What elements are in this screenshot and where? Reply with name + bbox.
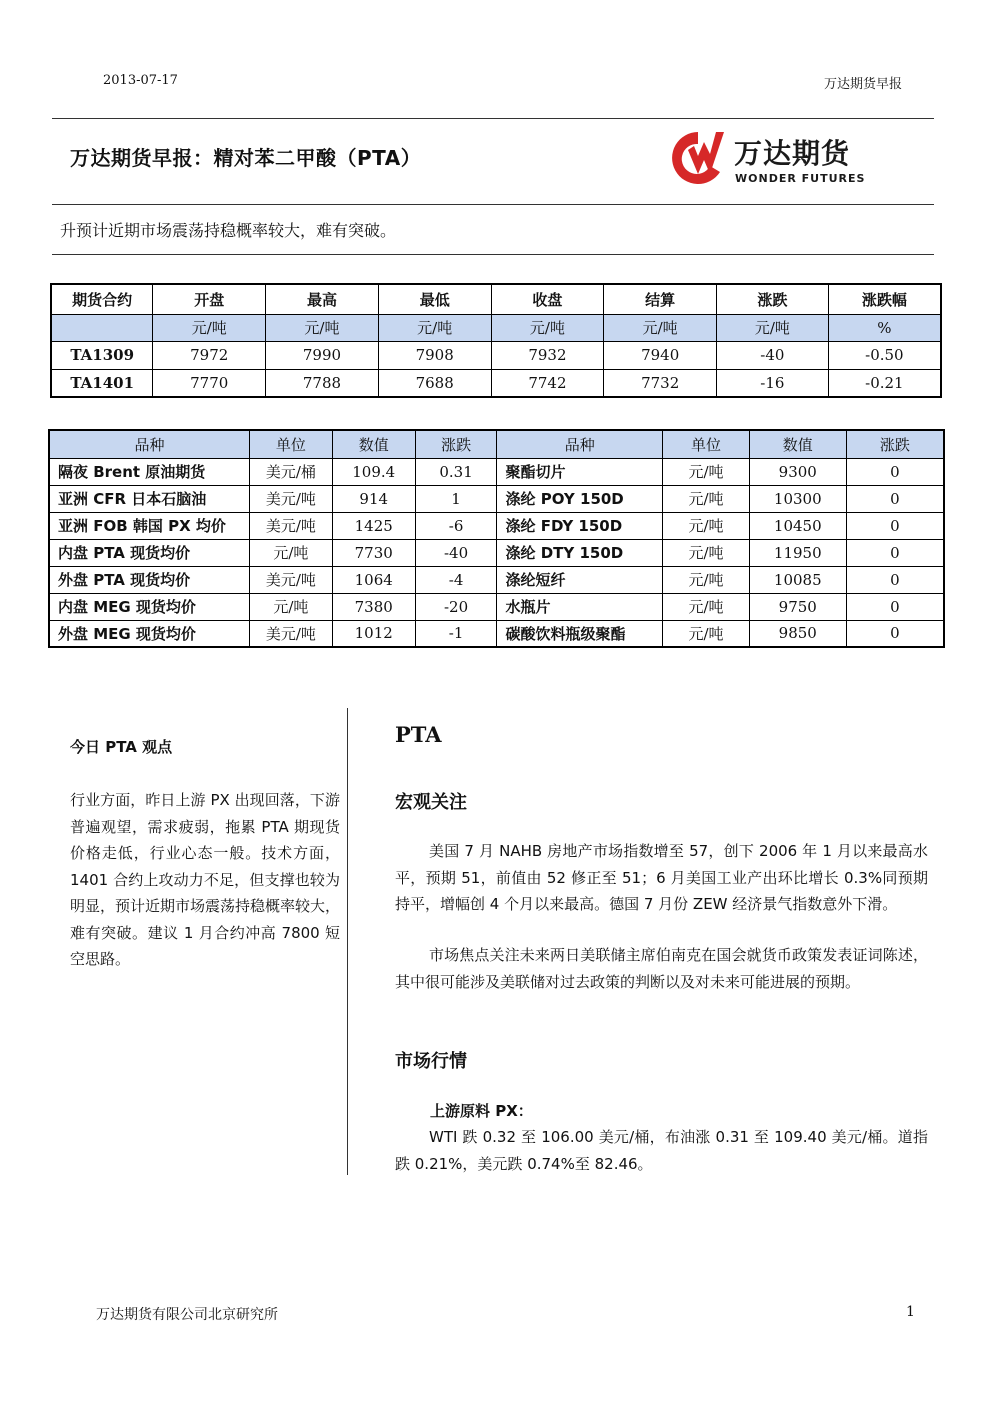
company-logo xyxy=(668,126,878,192)
product-name: 涤纶 FDY 150D xyxy=(497,512,663,539)
title-rule xyxy=(52,204,934,205)
table-cell: -0.50 xyxy=(828,341,941,369)
futures-col-header: 收盘 xyxy=(491,284,604,314)
macro-paragraph-2: 市场焦点关注未来两日美联储主席伯南克在国会就货币政策发表证词陈述，其中很可能涉及美联储对过去政策的判断以及对未来可能进展的预期。 xyxy=(395,946,928,991)
spot-col-header: 涨跌 xyxy=(846,430,944,458)
table-cell: 10450 xyxy=(749,512,846,539)
unit-cell: 元/吨 xyxy=(717,314,829,341)
table-cell: 0 xyxy=(846,620,944,647)
table-cell: -1 xyxy=(415,620,497,647)
spot-col-header: 数值 xyxy=(749,430,846,458)
summary-text: 升预计近期市场震荡持稳概率较大，难有突破。 xyxy=(60,221,397,240)
table-row xyxy=(49,485,944,512)
wonder-logo-icon xyxy=(668,126,728,192)
table-row xyxy=(49,539,944,566)
upstream-label: 上游原料 PX： xyxy=(430,1102,533,1120)
table-row xyxy=(49,458,944,485)
product-name: 涤纶短纤 xyxy=(497,566,663,593)
table-cell: 元/吨 xyxy=(663,593,750,620)
market-heading: 市场行情 xyxy=(395,1051,467,1072)
product-name: 涤纶 POY 150D xyxy=(497,485,663,512)
table-cell: 0 xyxy=(846,566,944,593)
spot-col-header: 单位 xyxy=(663,430,750,458)
table-cell: 美元/吨 xyxy=(250,620,333,647)
table-cell: 7742 xyxy=(491,369,604,397)
product-name: 外盘 MEG 现货均价 xyxy=(49,620,250,647)
table-cell: 0 xyxy=(846,458,944,485)
table-cell: 7732 xyxy=(604,369,717,397)
table-cell: 7972 xyxy=(153,341,266,369)
futures-table xyxy=(50,283,942,398)
unit-cell: 元/吨 xyxy=(491,314,604,341)
header-rule xyxy=(52,118,934,119)
product-name: 碳酸饮料瓶级聚酯 xyxy=(497,620,663,647)
table-cell: 1012 xyxy=(332,620,415,647)
table-cell: 美元/吨 xyxy=(250,485,333,512)
table-cell: 7990 xyxy=(266,341,379,369)
table-row xyxy=(49,593,944,620)
table-cell: 1425 xyxy=(332,512,415,539)
table-cell: 7730 xyxy=(332,539,415,566)
table-row xyxy=(49,512,944,539)
table-cell: 美元/吨 xyxy=(250,566,333,593)
table-cell: 7688 xyxy=(378,369,491,397)
table-cell: 7932 xyxy=(491,341,604,369)
futures-col-header: 期货合约 xyxy=(51,284,153,314)
table-cell: -0.21 xyxy=(828,369,941,397)
table-cell: -6 xyxy=(415,512,497,539)
unit-cell: 元/吨 xyxy=(378,314,491,341)
spot-header-row xyxy=(49,430,944,458)
table-cell: 10085 xyxy=(749,566,846,593)
table-cell: 7940 xyxy=(604,341,717,369)
table-cell: 0 xyxy=(846,539,944,566)
contract-code: TA1309 xyxy=(51,341,153,369)
table-cell: 11950 xyxy=(749,539,846,566)
spot-price-table xyxy=(48,429,945,648)
logo-text-en: WONDER FUTURES xyxy=(735,172,866,185)
macro-heading: 宏观关注 xyxy=(395,792,467,813)
table-cell: 109.4 xyxy=(332,458,415,485)
table-cell: -20 xyxy=(415,593,497,620)
spot-col-header: 数值 xyxy=(332,430,415,458)
product-name: 亚洲 FOB 韩国 PX 均价 xyxy=(49,512,250,539)
unit-cell: 元/吨 xyxy=(153,314,266,341)
product-name: 内盘 MEG 现货均价 xyxy=(49,593,250,620)
table-row xyxy=(49,620,944,647)
table-cell: 元/吨 xyxy=(663,485,750,512)
product-name: 外盘 PTA 现货均价 xyxy=(49,566,250,593)
table-cell: -4 xyxy=(415,566,497,593)
table-cell: 1064 xyxy=(332,566,415,593)
spot-col-header: 品种 xyxy=(497,430,663,458)
spot-col-header: 单位 xyxy=(250,430,333,458)
table-cell: 1 xyxy=(415,485,497,512)
table-cell: 9750 xyxy=(749,593,846,620)
section-title: PTA xyxy=(395,722,442,747)
table-cell: 元/吨 xyxy=(663,539,750,566)
table-cell: 7770 xyxy=(153,369,266,397)
futures-col-header: 涨跌 xyxy=(717,284,829,314)
futures-col-header: 结算 xyxy=(604,284,717,314)
unit-cell: 元/吨 xyxy=(266,314,379,341)
table-cell: -40 xyxy=(717,341,829,369)
product-name: 聚酯切片 xyxy=(497,458,663,485)
table-cell: 7908 xyxy=(378,341,491,369)
table-cell: 元/吨 xyxy=(250,539,333,566)
footer-company: 万达期货有限公司北京研究所 xyxy=(96,1307,278,1323)
unit-cell: 元/吨 xyxy=(604,314,717,341)
table-cell: 0 xyxy=(846,593,944,620)
table-cell: 元/吨 xyxy=(663,512,750,539)
column-divider xyxy=(347,708,348,1175)
table-cell: 7788 xyxy=(266,369,379,397)
futures-header-row xyxy=(51,284,941,314)
product-name: 水瓶片 xyxy=(497,593,663,620)
futures-unit-row xyxy=(51,314,941,341)
summary-rule xyxy=(52,254,934,255)
table-cell: 10300 xyxy=(749,485,846,512)
table-row xyxy=(49,566,944,593)
product-name: 内盘 PTA 现货均价 xyxy=(49,539,250,566)
pta-view-body: 行业方面，昨日上游 PX 出现回落，下游普遍观望，需求疲弱，拖累 PTA 期现货价格走低，行业心态一般。技术方面， 1401 合约上攻动力不足，但支撑也较为明显，预计近期市场震荡持稳概率较大，难有突破。建议 1 月合约冲高 7800 短空思路。 xyxy=(70,791,341,968)
table-cell: 美元/桶 xyxy=(250,458,333,485)
table-cell: 9300 xyxy=(749,458,846,485)
page-title: 万达期货早报：精对苯二甲酸（PTA） xyxy=(70,146,422,170)
table-cell: 元/吨 xyxy=(663,566,750,593)
contract-code: TA1401 xyxy=(51,369,153,397)
table-cell: 0 xyxy=(846,485,944,512)
upstream-paragraph: WTI 跌 0.32 至 106.00 美元/桶，布油涨 0.31 至 109.40 美元/桶。道指跌 0.21%，美元跌 0.74%至 82.46。 xyxy=(395,1128,928,1173)
table-row xyxy=(51,369,941,397)
table-cell: -40 xyxy=(415,539,497,566)
macro-paragraph-1: 美国 7 月 NAHB 房地产市场指数增至 57，创下 2006 年 1 月以来最高水平，预期 51，前值由 52 修正至 51；6 月美国工业产出环比增长 0.3%同预期持平，增幅创 4 个月以来最高。德国 7 月份 ZEW 经济景气指数意外下滑。 xyxy=(395,842,928,913)
table-cell: 914 xyxy=(332,485,415,512)
spot-col-header: 涨跌 xyxy=(415,430,497,458)
table-cell: 元/吨 xyxy=(663,620,750,647)
table-cell: 美元/吨 xyxy=(250,512,333,539)
unit-cell xyxy=(51,314,153,341)
table-row xyxy=(51,341,941,369)
futures-col-header: 最低 xyxy=(378,284,491,314)
table-cell: 元/吨 xyxy=(250,593,333,620)
product-name: 隔夜 Brent 原油期货 xyxy=(49,458,250,485)
header-brand: 万达期货早报 xyxy=(823,77,902,92)
table-cell: 7380 xyxy=(332,593,415,620)
table-cell: 元/吨 xyxy=(663,458,750,485)
futures-col-header: 涨跌幅 xyxy=(828,284,941,314)
table-cell: -16 xyxy=(717,369,829,397)
futures-col-header: 最高 xyxy=(266,284,379,314)
product-name: 涤纶 DTY 150D xyxy=(497,539,663,566)
page-number: 1 xyxy=(906,1304,915,1320)
unit-cell: % xyxy=(828,314,941,341)
logo-text-cn: 万达期货 xyxy=(734,137,851,170)
table-cell: 9850 xyxy=(749,620,846,647)
product-name: 亚洲 CFR 日本石脑油 xyxy=(49,485,250,512)
pta-view-heading: 今日 PTA 观点 xyxy=(70,738,173,756)
table-cell: 0.31 xyxy=(415,458,497,485)
header-date: 2013-07-17 xyxy=(103,73,178,88)
table-cell: 0 xyxy=(846,512,944,539)
spot-col-header: 品种 xyxy=(49,430,250,458)
futures-col-header: 开盘 xyxy=(153,284,266,314)
